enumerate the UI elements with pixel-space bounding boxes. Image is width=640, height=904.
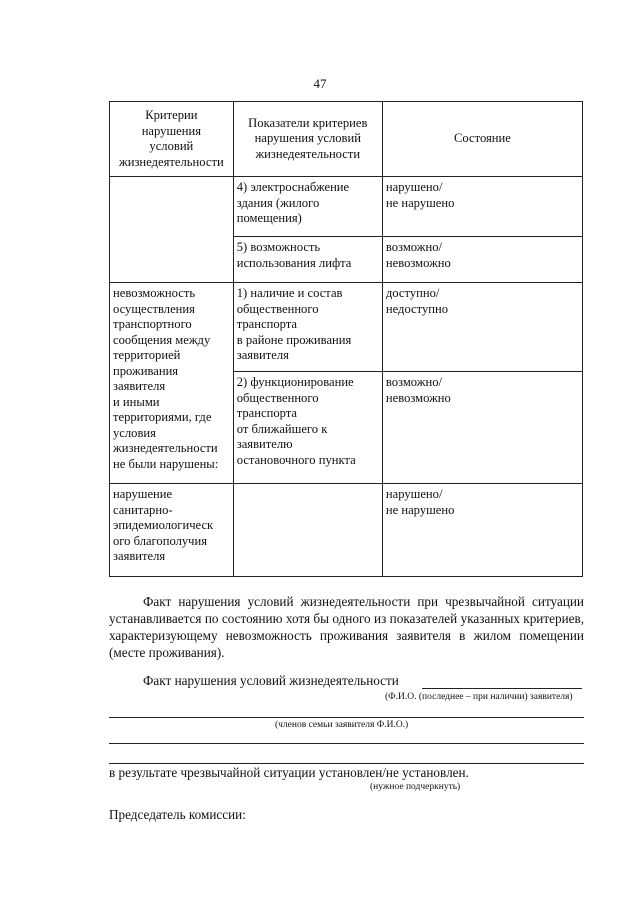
criteria-cell: нарушение санитарно- эпидемиологическ ого благополучия заявителя: [110, 484, 234, 577]
status-cell: нарушено/ не нарушено: [382, 177, 582, 237]
fact-paragraph: Факт нарушения условий жизнедеятельности при чрезвычайной ситуации устанавливается по состоянию хотя бы одного из показателей указанных критериев, характеризующему невозможность проживания заявителя в жилом помещении (месте проживания).: [109, 594, 584, 660]
indicator-cell: 5) возможность использования лифта: [233, 237, 382, 283]
status-cell: возможно/ невозможно: [382, 372, 582, 484]
fio-caption: (Ф.И.О. (последнее – при наличии) заявителя): [385, 692, 573, 702]
indicator-cell: 1) наличие и состав общественного транспорта в районе проживания заявителя: [233, 283, 382, 372]
header-indicators: Показатели критериев нарушения условий жизнедеятельности: [233, 102, 382, 177]
indicator-cell: [233, 484, 382, 577]
fio-underline: [422, 688, 582, 689]
underline-caption: (нужное подчеркнуть): [370, 782, 461, 792]
table-row: [110, 177, 583, 237]
blank-line: [109, 763, 584, 764]
table-header-row: [110, 102, 583, 177]
family-line: [109, 717, 584, 718]
table-row: [110, 283, 583, 372]
criteria-cell: невозможность осуществления транспортного сообщения между территорией проживания заявителя и иными территориями, где условия жизнедеятельности не были нарушены:: [110, 283, 234, 484]
status-cell: нарушено/ не нарушено: [382, 484, 582, 577]
header-criteria: Критерии нарушения условий жизнедеятельности: [110, 102, 234, 177]
indicator-cell: 2) функционирование общественного транспорта от ближайшего к заявителю остановочного пункта: [233, 372, 382, 484]
status-cell: доступно/ недоступно: [382, 283, 582, 372]
indicator-cell: 4) электроснабжение здания (жилого помещения): [233, 177, 382, 237]
family-caption: (членов семьи заявителя Ф.И.О.): [275, 720, 409, 730]
criteria-cell: [110, 177, 234, 283]
chairman-label: Председатель комиссии:: [109, 807, 246, 822]
page-number: 47: [313, 76, 327, 91]
status-cell: возможно/ невозможно: [382, 237, 582, 283]
table-row: [110, 484, 583, 577]
header-status: Состояние: [382, 102, 582, 177]
fact-line-label: Факт нарушения условий жизнедеятельности: [143, 673, 399, 688]
blank-line: [109, 743, 584, 744]
result-text: в результате чрезвычайной ситуации установлен/не установлен.: [109, 765, 469, 780]
criteria-table: [109, 101, 583, 577]
